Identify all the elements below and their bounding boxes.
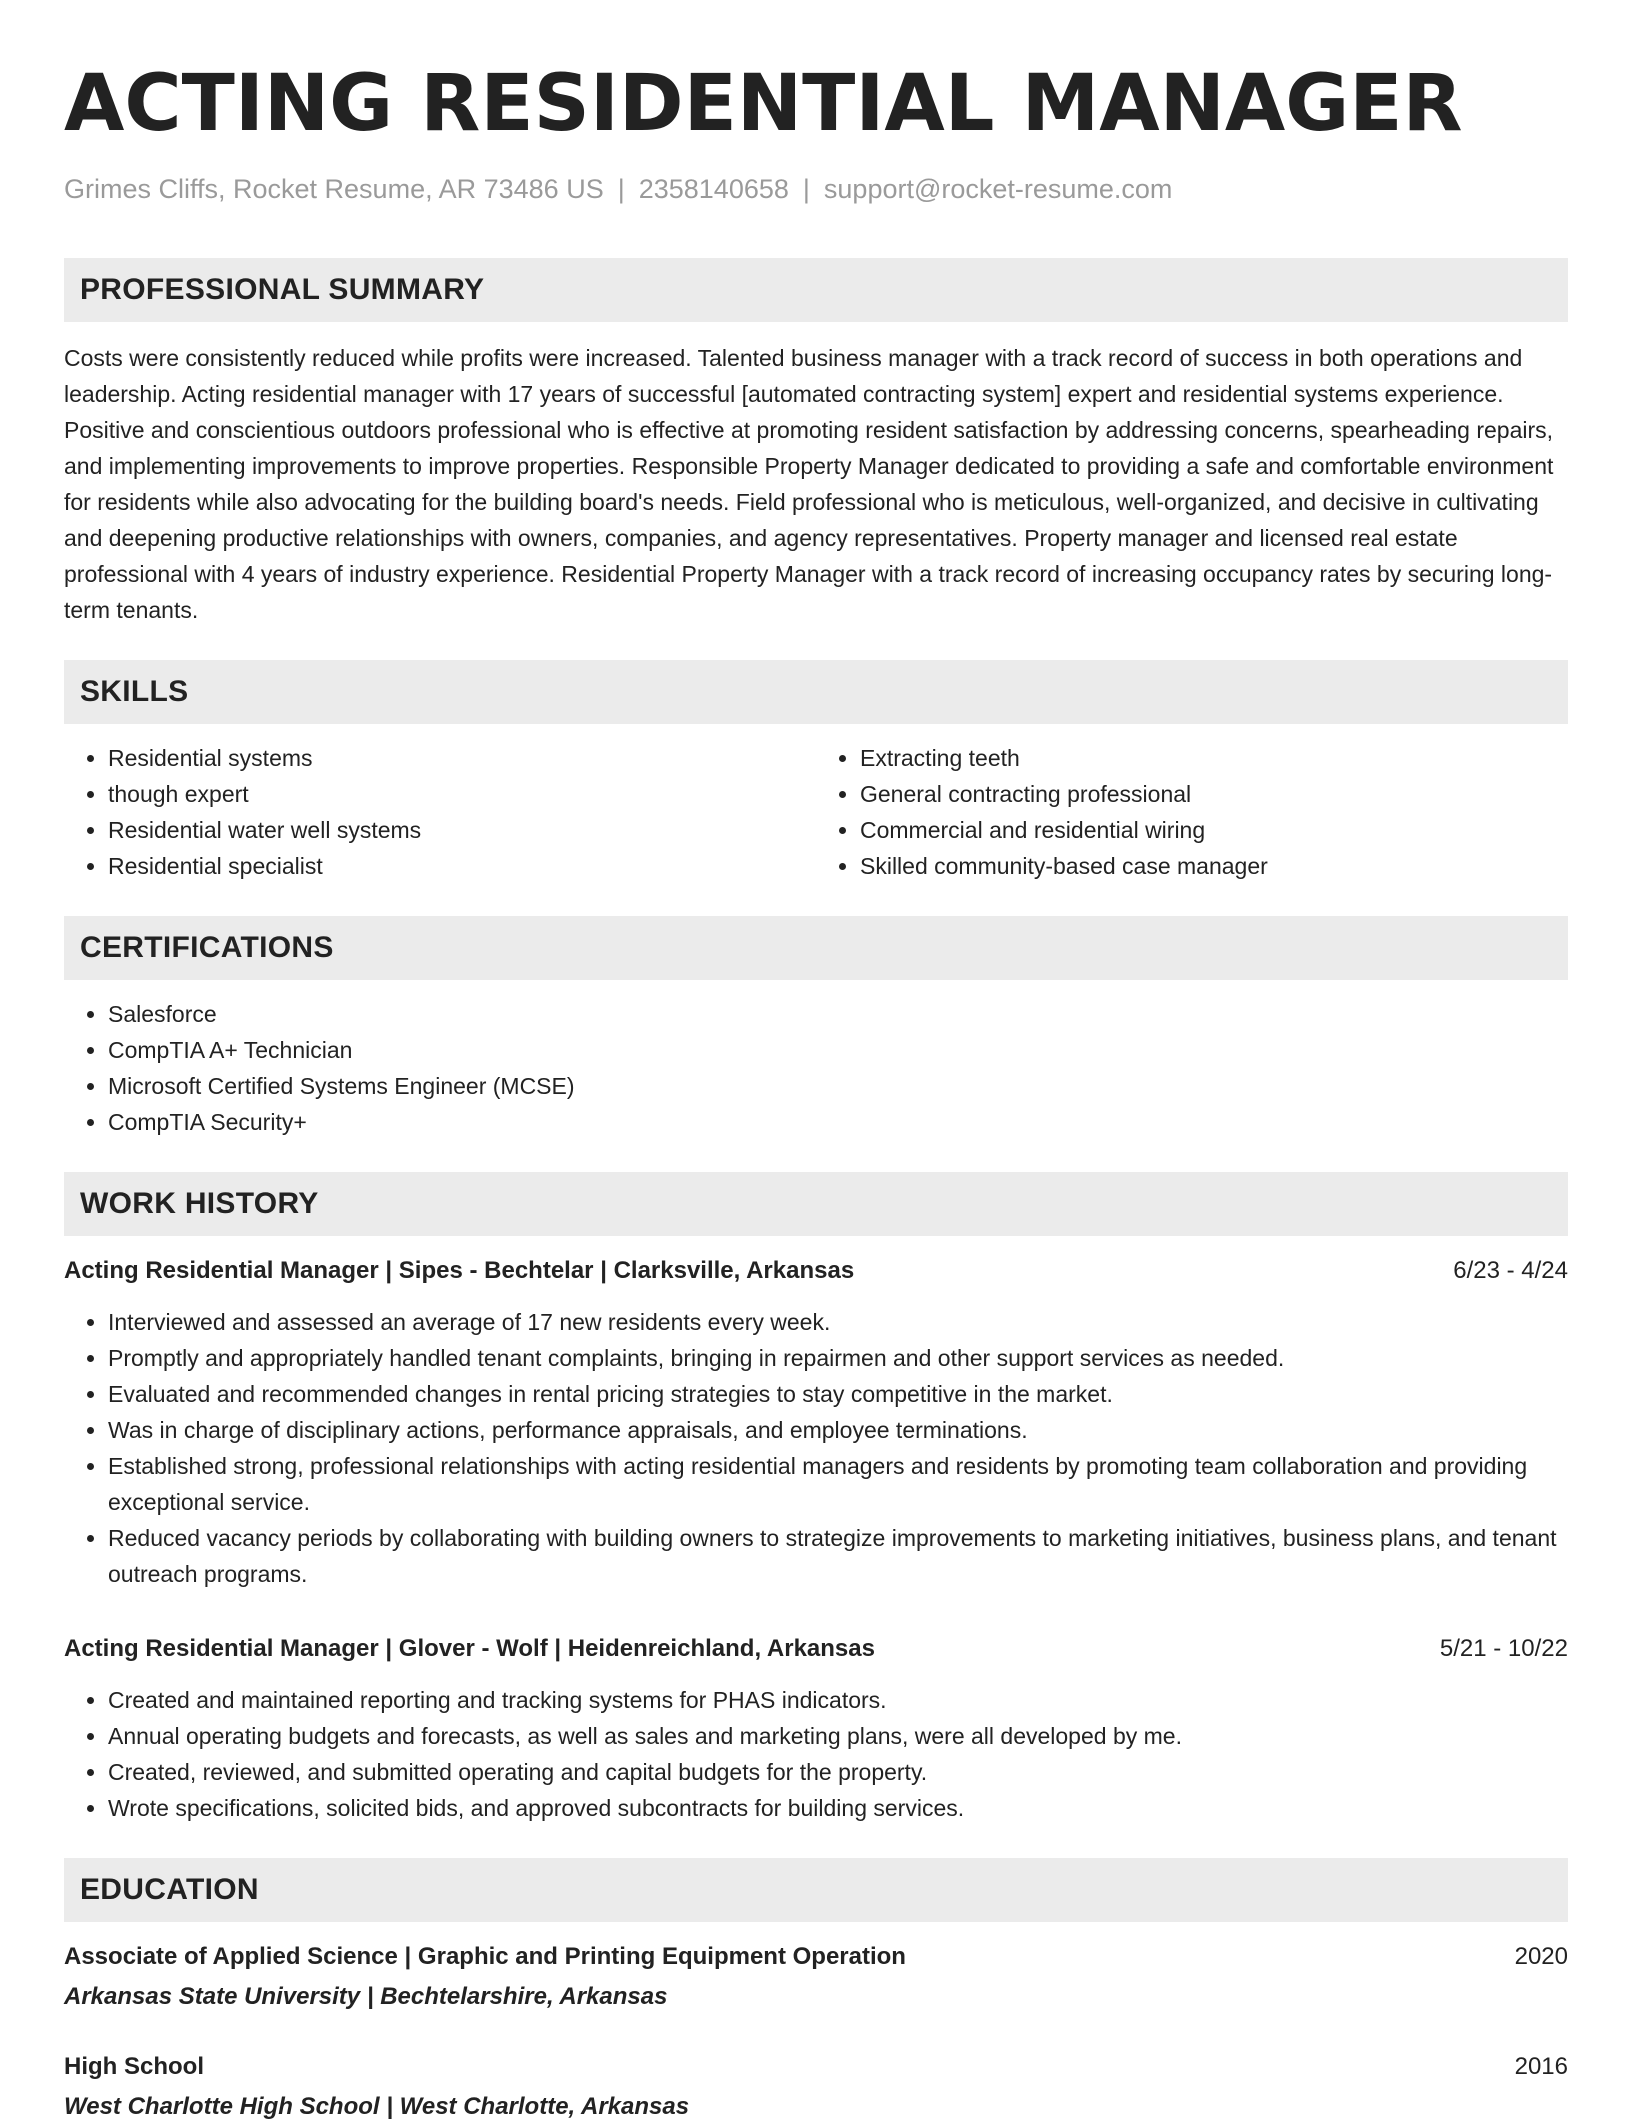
certification-item: • CompTIA A+ Technician — [108, 1032, 1568, 1068]
job-bullet: • Reduced vacancy periods by collaborating with building owners to strategize improvements to marketing initiatives, business plans, and tenant outreach programs. — [108, 1520, 1568, 1592]
education-year: 2016 — [1514, 2053, 1568, 2080]
skill-item: • Residential systems — [108, 740, 816, 776]
job-bullet: • Was in charge of disciplinary actions, performance appraisals, and employee terminations. — [108, 1412, 1568, 1448]
resume-name: ACTING RESIDENTIAL MANAGER — [64, 59, 1463, 149]
skill-item: • Residential water well systems — [108, 812, 816, 848]
job-heading-row — [64, 1632, 1568, 1666]
job-bullet: • Created and maintained reporting and tracking systems for PHAS indicators. — [108, 1682, 1568, 1718]
job-dates: 5/21 - 10/22 — [1439, 1635, 1568, 1662]
job-title: Acting Residential Manager | Sipes - Bechtelar | Clarksville, Arkansas — [64, 1257, 855, 1284]
job-bullet: • Established strong, professional relationships with acting residential managers and residents by promoting team collaboration and providing exceptional service. — [108, 1448, 1568, 1520]
certification-item: • Microsoft Certified Systems Engineer (MCSE) — [108, 1068, 1568, 1104]
education-heading-row — [64, 1940, 1568, 1974]
section-header-certifications: CERTIFICATIONS — [64, 916, 1568, 980]
contact-separator: | — [617, 174, 625, 204]
section-header-summary: PROFESSIONAL SUMMARY — [64, 258, 1568, 322]
summary-text: Costs were consistently reduced while profits were increased. Talented business manager with a track record of success in both operations and leadership. Acting residential manager with 17 years of successful [automated contracting system] expert and residential systems experience. Positive and conscientious outdoors professional who is effective at promoting resident satisfaction by addressing concerns, spearheading repairs, and implementing improvements to improve properties. Responsible Property Manager dedicated to providing a safe and comfortable environment for residents while also advocating for the building board's needs. Field professional who is meticulous, well-organized, and decisive in cultivating and deepening productive relationships with owners, companies, and agency representatives. Property manager and licensed real estate professional with 4 years of industry experience. Residential Property Manager with a track record of increasing occupancy rates by securing long-term tenants. — [64, 345, 1554, 623]
skills-list-right — [816, 740, 1568, 884]
education-degree: High School — [64, 2053, 204, 2080]
education-degree: Associate of Applied Science | Graphic and Printing Equipment Operation — [64, 1943, 906, 1970]
education-school: Arkansas State University | Bechtelarshire, Arkansas — [64, 1983, 668, 2010]
skill-item: • though expert — [108, 776, 816, 812]
job-bullet: • Interviewed and assessed an average of 17 new residents every week. — [108, 1304, 1568, 1340]
contact-address: Grimes Cliffs, Rocket Resume, AR 73486 US — [64, 174, 604, 204]
section-header-work-history: WORK HISTORY — [64, 1172, 1568, 1236]
contact-line — [64, 172, 1568, 206]
job-bullets — [64, 1304, 1568, 1592]
job-bullet: • Evaluated and recommended changes in rental pricing strategies to stay competitive in the market. — [108, 1376, 1568, 1412]
job-bullet: • Promptly and appropriately handled tenant complaints, bringing in repairmen and other support services as needed. — [108, 1340, 1568, 1376]
job-bullets — [64, 1682, 1568, 1826]
job-title: Acting Residential Manager | Glover - Wolf | Heidenreichland, Arkansas — [64, 1635, 875, 1662]
skills-grid — [64, 740, 1568, 884]
job-dates: 6/23 - 4/24 — [1453, 1257, 1568, 1284]
skill-item: • Extracting teeth — [860, 740, 1568, 776]
education-heading-row — [64, 2050, 1568, 2084]
contact-separator: | — [802, 174, 810, 204]
skill-item: • Skilled community-based case manager — [860, 848, 1568, 884]
section-header-education: EDUCATION — [64, 1858, 1568, 1922]
job-bullet: • Created, reviewed, and submitted operating and capital budgets for the property. — [108, 1754, 1568, 1790]
contact-phone: 2358140658 — [638, 174, 789, 204]
certification-item: • Salesforce — [108, 996, 1568, 1032]
education-school: West Charlotte High School | West Charlotte, Arkansas — [64, 2093, 690, 2120]
skill-item: • Commercial and residential wiring — [860, 812, 1568, 848]
job-bullet: • Wrote specifications, solicited bids, and approved subcontracts for building services. — [108, 1790, 1568, 1826]
certification-item: • CompTIA Security+ — [108, 1104, 1568, 1140]
contact-email: support@rocket-resume.com — [823, 174, 1173, 204]
education-year: 2020 — [1514, 1943, 1568, 1970]
section-header-skills: SKILLS — [64, 660, 1568, 724]
skill-item: • General contracting professional — [860, 776, 1568, 812]
skill-item: • Residential specialist — [108, 848, 816, 884]
skills-list-left — [64, 740, 816, 884]
job-bullet: • Annual operating budgets and forecasts, as well as sales and marketing plans, were all developed by me. — [108, 1718, 1568, 1754]
job-heading-row — [64, 1254, 1568, 1288]
certifications-list — [64, 996, 1568, 1140]
